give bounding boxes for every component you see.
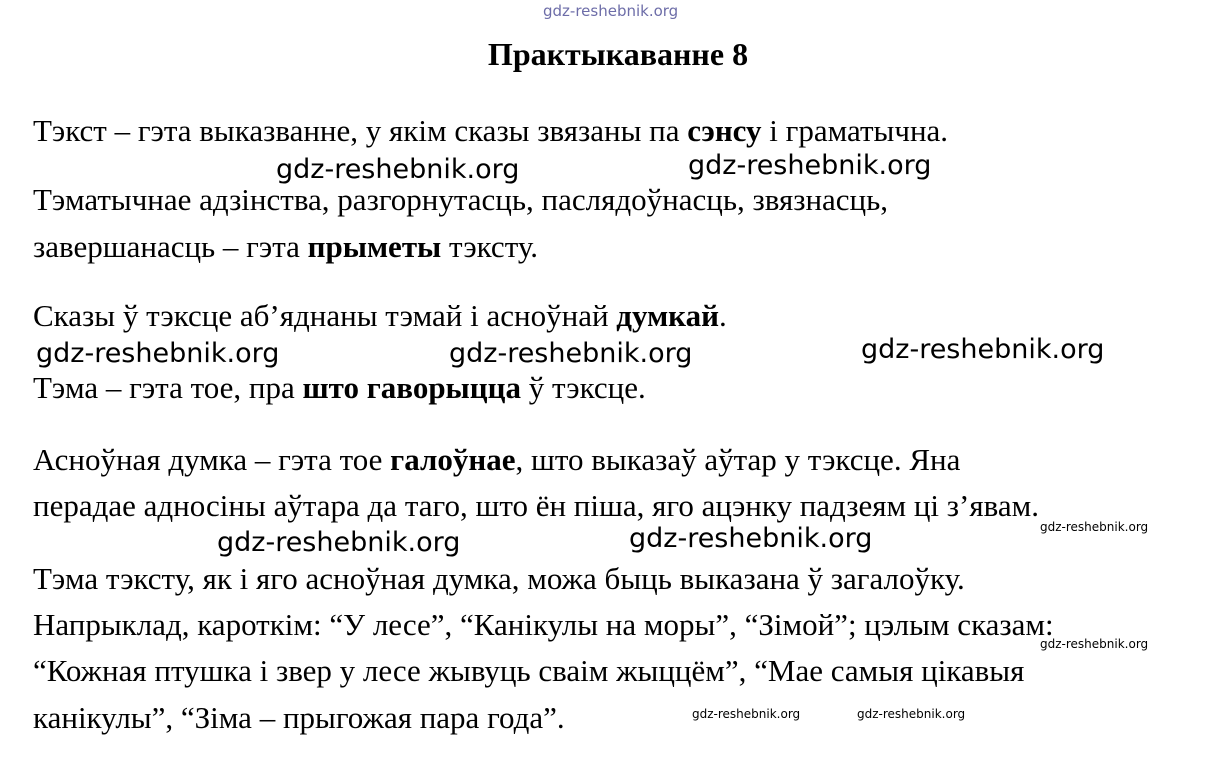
text-line-3 — [33, 231, 538, 262]
text-span: Тэкст – гэта выказванне, у якім сказы звязаны па — [33, 113, 688, 148]
bold-term: галоўнае — [390, 442, 516, 477]
watermark: gdz-reshebnik.org — [36, 338, 280, 369]
watermark-small: gdz-reshebnik.org — [1040, 520, 1149, 534]
bold-term: што гаворыцца — [302, 370, 521, 405]
watermark-top: gdz-reshebnik.org — [543, 2, 679, 20]
text-span: , што выказаў аўтар у тэксце. Яна — [515, 442, 961, 477]
bold-term: прыметы — [307, 229, 442, 264]
text-span: тэксту. — [441, 229, 538, 264]
text-span: Сказы ў тэксце аб’яднаны тэмай і асноўнай — [33, 298, 617, 333]
text-line-5 — [33, 372, 646, 403]
bold-term: сэнсу — [687, 113, 762, 148]
text-span: Асноўная думка – гэта тое — [33, 442, 391, 477]
watermark: gdz-reshebnik.org — [276, 154, 520, 185]
watermark: gdz-reshebnik.org — [861, 334, 1105, 365]
text-span: . — [718, 298, 727, 333]
bold-term: думкай — [616, 298, 719, 333]
text-line-2: Тэматычнае адзінства, разгорнутасць, паслядоўнасць, звязнасць, — [33, 182, 889, 217]
watermark-small: gdz-reshebnik.org — [692, 707, 801, 721]
page-title: Практыкаванне 8 — [487, 36, 749, 72]
text-line-1 — [33, 115, 948, 146]
text-line-7: перадае адносіны аўтара да таго, што ён піша, яго ацэнку падзеям ці з’явам. — [33, 488, 1039, 523]
text-span: ў тэксце. — [520, 370, 646, 405]
text-line-11: канікулы”, “Зіма – прыгожая пара года”. — [33, 700, 565, 735]
watermark: gdz-reshebnik.org — [449, 338, 693, 369]
watermark-small: gdz-reshebnik.org — [1040, 637, 1149, 651]
text-line-6 — [33, 444, 960, 475]
watermark: gdz-reshebnik.org — [629, 523, 873, 554]
watermark: gdz-reshebnik.org — [688, 150, 932, 181]
text-line-8: Тэма тэксту, як і яго асноўная думка, можа быць выказана ў загалоўку. — [33, 561, 965, 596]
text-span: Тэма – гэта тое, пра — [33, 370, 303, 405]
text-line-10: “Кожная птушка і звер у лесе жывуць сваім жыццём”, “Мае самыя цікавыя — [33, 653, 1025, 688]
text-span: завершанасць – гэта — [33, 229, 308, 264]
text-line-9: Напрыклад, кароткім: “У лесе”, “Канікулы на моры”, “Зімой”; цэлым сказам: — [33, 607, 1054, 642]
watermark-small: gdz-reshebnik.org — [857, 707, 966, 721]
watermark: gdz-reshebnik.org — [217, 527, 461, 558]
text-line-4 — [33, 300, 727, 331]
text-span: і граматычна. — [761, 113, 949, 148]
